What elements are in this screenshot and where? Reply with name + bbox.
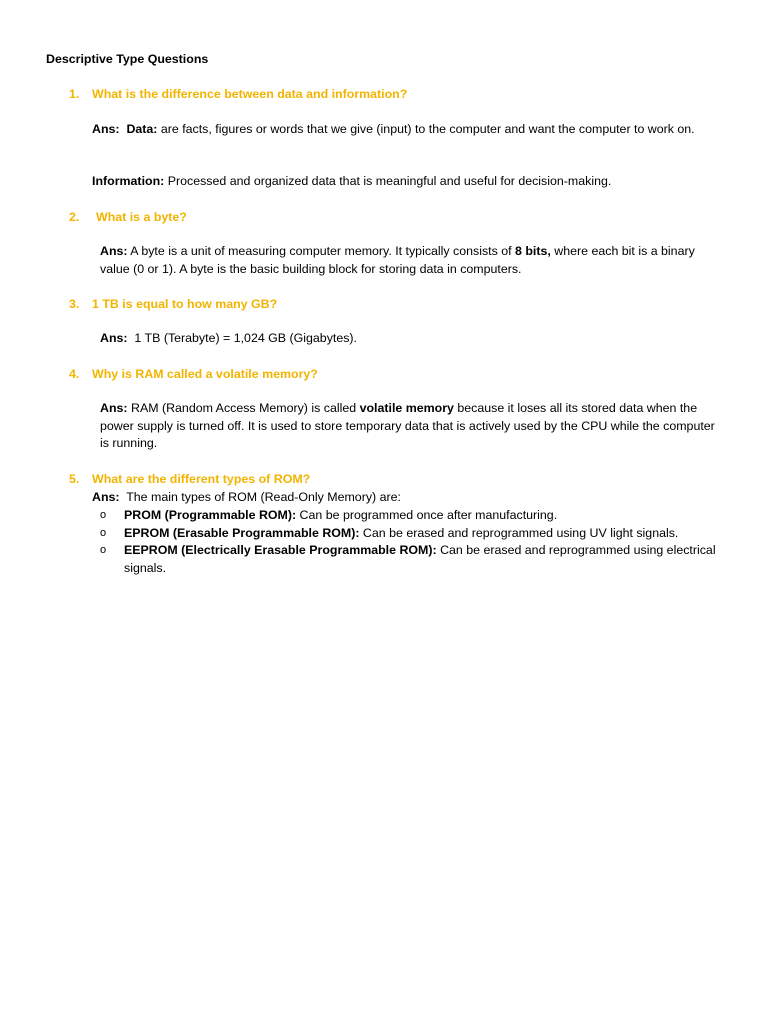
answer-text: A byte is a unit of measuring computer memory. It typically consists of xyxy=(127,244,516,258)
rom-type-description: Can be erased and reprogrammed using UV light signals. xyxy=(359,525,679,540)
question-1 xyxy=(69,86,669,104)
answer-2 xyxy=(100,243,722,278)
question-text: What is a byte? xyxy=(96,210,187,224)
answer-text-continued: because it loses all its stored data when the power supply is turned off. It is used to store temporary data that is actively used by the CPU while the computer is running. xyxy=(100,401,715,450)
question-number: 3. xyxy=(69,297,80,311)
information-label: Information: xyxy=(92,174,165,188)
question-number: 2. xyxy=(69,210,80,224)
rom-type-name: EPROM (Erasable Programmable ROM): xyxy=(124,525,360,540)
hollow-bullet-icon: o xyxy=(100,544,107,556)
answer-text: RAM (Random Access Memory) is called xyxy=(127,401,360,415)
rom-type-name: PROM (Programmable ROM): xyxy=(124,508,297,522)
question-text: Why is RAM called a volatile memory? xyxy=(92,367,318,381)
answer-1 xyxy=(92,121,722,139)
answer-label: Ans: xyxy=(100,331,128,345)
answer-3 xyxy=(100,330,722,348)
answer-bold-term: 8 bits, xyxy=(515,244,551,258)
question-number: 4. xyxy=(69,367,80,381)
list-item xyxy=(100,542,722,577)
answer-bold-term: volatile memory xyxy=(359,401,454,415)
rom-types-list xyxy=(100,507,722,577)
hollow-bullet-icon: o xyxy=(100,526,107,539)
question-text: 1 TB is equal to how many GB? xyxy=(92,297,278,311)
answer-text: The main types of ROM (Read-Only Memory) are: xyxy=(119,490,401,504)
answer-1-information xyxy=(92,173,722,191)
question-5 xyxy=(69,471,669,489)
answer-label: Ans: xyxy=(92,122,120,136)
question-4 xyxy=(69,366,669,384)
rom-type-description: Can be programmed once after manufacturing. xyxy=(296,508,558,522)
question-text: What is the difference between data and information? xyxy=(92,87,408,101)
answer-text-continued: where each bit is a binary value (0 or 1). A byte is the basic building block for storing data in computers. xyxy=(100,244,695,276)
answer-term: Data: xyxy=(126,122,158,136)
rom-type-name: EEPROM (Electrically Erasable Programmable ROM): xyxy=(124,543,437,557)
answer-5 xyxy=(92,489,722,507)
list-item xyxy=(100,525,722,543)
question-number: 1. xyxy=(69,87,80,101)
question-number: 5. xyxy=(69,472,80,486)
answer-label: Ans: xyxy=(100,401,128,415)
rom-type-description: Can be erased and reprogrammed using electrical signals. xyxy=(124,543,716,575)
answer-4 xyxy=(100,400,722,453)
answer-label: Ans: xyxy=(100,244,128,258)
answer-text: are facts, figures or words that we give (input) to the computer and want the computer to work on. xyxy=(157,122,695,136)
question-text: What are the different types of ROM? xyxy=(92,472,311,486)
answer-text: 1 TB (Terabyte) = 1,024 GB (Gigabytes). xyxy=(127,331,357,345)
information-text: Processed and organized data that is meaningful and useful for decision-making. xyxy=(164,174,612,188)
list-item xyxy=(100,507,722,525)
answer-label: Ans: xyxy=(92,490,120,504)
hollow-bullet-icon: o xyxy=(100,509,107,521)
question-2 xyxy=(69,209,669,227)
document-heading: Descriptive Type Questions xyxy=(46,52,209,66)
question-3 xyxy=(69,296,669,314)
